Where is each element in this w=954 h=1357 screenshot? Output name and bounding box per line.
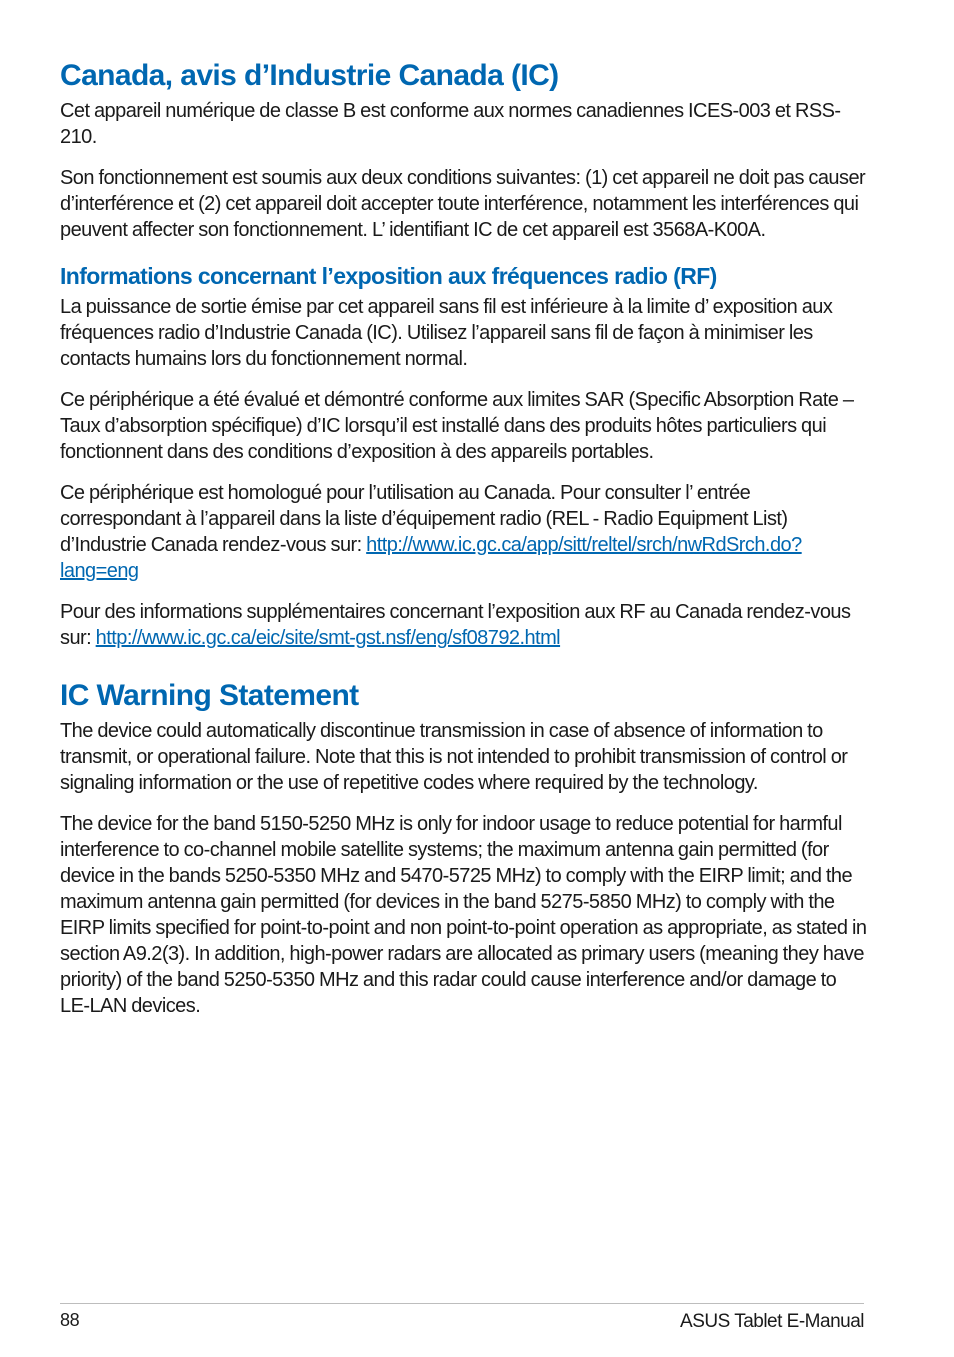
paragraph-output-power: La puissance de sortie émise par cet appareil sans fil est inférieure à la limite d’ exposition aux fréquences radio d’Industrie Canada (IC). Utilisez l’appareil sans fil de façon à minimiser les contacts humains lors du fonctionnement normal. [60, 296, 833, 370]
heading-ic-warning: IC Warning Statement [60, 679, 359, 712]
footer-divider [60, 1303, 864, 1304]
page-number: 88 [60, 1310, 80, 1330]
paragraph-conditions: Son fonctionnement est soumis aux deux conditions suivantes: (1) cet appareil ne doit pas causer d’interférence et (2) cet appareil doit accepter toute interférence, notamment les interférences qui peuvent affecter son fonctionnement. L’ identifiant IC de cet appareil est 3568A-K00A. [60, 167, 866, 241]
paragraph-rf-info [60, 599, 870, 651]
document-page [60, 56, 870, 1019]
heading-canada-ic: Canada, avis d’Industrie Canada (IC) [60, 59, 559, 92]
paragraph-rel-list [60, 480, 870, 584]
rf-info-link[interactable]: http://www.ic.gc.ca/eic/site/smt-gst.nsf/eng/sf08792.html [95, 627, 561, 649]
footer-manual-title: ASUS Tablet E-Manual [680, 1311, 864, 1332]
paragraph-class-b: Cet appareil numérique de classe B est conforme aux normes canadiennes ICES-003 et RSS-210. [60, 100, 841, 148]
rel-list-text: Ce périphérique est homologué pour l’utilisation au Canada. Pour consulter l’ entrée correspondant à l’appareil dans la liste d’équipement radio (REL - Radio Equipment List) d’Industrie Canada rendez-vous sur: [60, 482, 788, 556]
paragraph-band-usage: The device for the band 5150-5250 MHz is only for indoor usage to reduce potential for harmful interference to co-channel mobile satellite systems; the maximum antenna gain permitted (for device in the bands 5250-5350 MHz and 5470-5725 MHz) to comply with the EIRP limit; and the maximum antenna gain permitted (for devices in the band 5275-5850 MHz) to comply with the EIRP limits specified for point-to-point and non point-to-point operation as appropriate, as stated in section A9.2(3). In addition, high-power radars are allocated as primary users (meaning they have priority) of the band 5250-5350 MHz and this radar could cause interference and/or damage to LE-LAN devices. [60, 813, 867, 1017]
rf-info-text: Pour des informations supplémentaires concernant l’exposition aux RF au Canada rendez-vous sur: [60, 601, 851, 649]
paragraph-sar: Ce périphérique a été évalué et démontré conforme aux limites SAR (Specific Absorption Rate – Taux d’absorption spécifique) d’IC lorsqu’il est installé dans des produits hôtes particuliers qui fonctionnent dans des conditions d’exposition à des appareils portables. [60, 389, 854, 463]
rel-list-link[interactable]: http://www.ic.gc.ca/app/sitt/reltel/srch/nwRdSrch.do?lang=eng [60, 534, 802, 582]
paragraph-discontinue-transmission: The device could automatically discontinue transmission in case of absence of information to transmit, or operational failure. Note that this is not intended to prohibit transmission of control or signaling information or the use of repetitive codes where required by the technology. [60, 720, 848, 794]
heading-rf-exposure: Informations concernant l’exposition aux fréquences radio (RF) [60, 263, 717, 289]
